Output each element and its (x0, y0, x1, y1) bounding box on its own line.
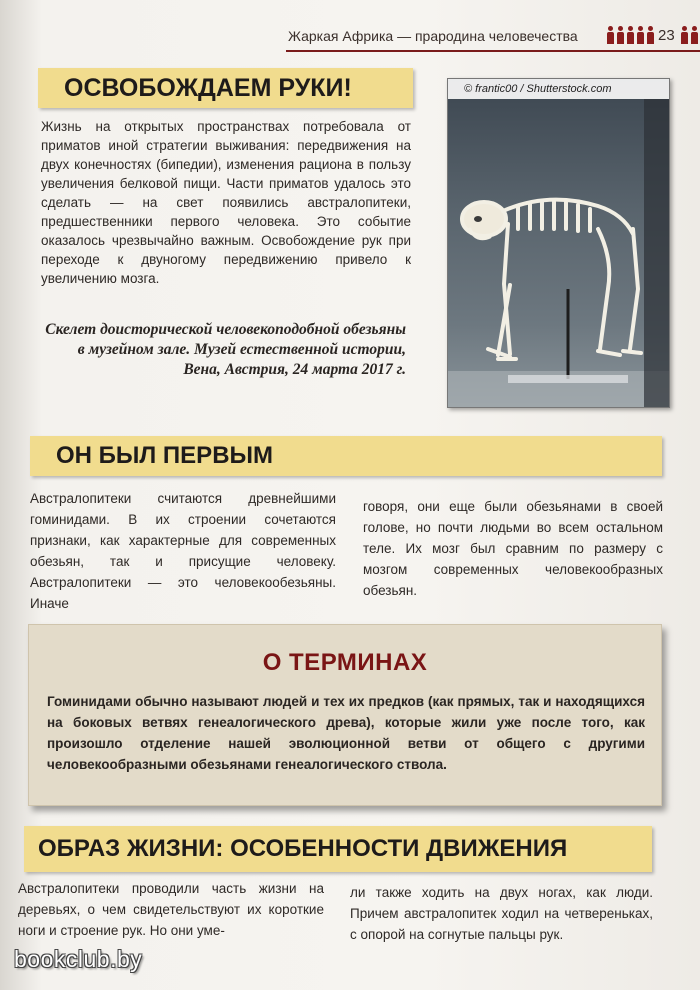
section-heading-lifestyle: ОБРАЗ ЖИЗНИ: ОСОБЕННОСТИ ДВИЖЕНИЯ (24, 826, 652, 872)
terms-box (28, 624, 662, 806)
running-header-title: Жаркая Африка — прародина человечества (288, 28, 578, 44)
human-figure-icon (616, 26, 625, 44)
human-figure-icon (636, 26, 645, 44)
section-first-col1: Австралопитеки считаются древнейшими гоминидами. В их строении сочетаются признаки, как характерные для современных обезьян, так и присущие человеку. Австралопитеки — это человекообезьяны. Иначе (30, 491, 336, 611)
section-first-col2: говоря, они еще были обезьянами в своей голове, но почти людьми во всем остальном теле. Их мозг был сравним по размеру с мозгом современных человекообразных обезьян. (363, 499, 663, 598)
photo-credit: © frantic00 / Shutterstock.com (448, 79, 669, 99)
human-figures-left (606, 26, 655, 44)
human-figures-right (680, 26, 699, 44)
running-header (270, 22, 700, 54)
section-heading-first: ОН БЫЛ ПЕРВЫМ (30, 436, 662, 476)
photo-caption: Скелет доисторической человекоподобной обезьяны в музейном зале. Музей естественной истории, Вена, Австрия, 24 марта 2017 г. (45, 321, 406, 378)
skeleton-illustration (448, 79, 669, 407)
terms-heading: О ТЕРМИНАХ (262, 649, 428, 676)
section-lifestyle-col2: ли также ходить на двух ногах, как люди. Причем австралопитек ходил на четвереньках, с опорой на согнутые пальцы рук. (350, 885, 653, 942)
page-number: 23 (658, 27, 675, 44)
human-figure-icon (626, 26, 635, 44)
human-figure-icon (680, 26, 689, 44)
skeleton-photo (447, 78, 670, 408)
header-rule (286, 50, 700, 52)
terms-text: Гоминидами обычно называют людей и тех их предков (как прямых, так и находящихся на боковых ветвях генеалогического древа), которые жили уже после того, как произошло отделение нашей эволюционной ветви от общего с другими человекообразными обезьянами генеалогического ствола. (47, 694, 645, 772)
human-figure-icon (606, 26, 615, 44)
watermark: bookclub.by (14, 946, 143, 972)
section-lifestyle-col1: Австралопитеки проводили часть жизни на деревьях, о чем свидетельствуют их короткие ноги и строение рук. Но они уме- (18, 881, 324, 938)
section-heading-free-hands: ОСВОБОЖДАЕМ РУКИ! (38, 68, 413, 108)
human-figure-icon (690, 26, 699, 44)
human-figure-icon (646, 26, 655, 44)
section-text-free-hands: Жизнь на открытых пространствах потребовала от приматов иной стратегии выживания: передвижения на двух конечностях (бипедии), изменения рациона в пользу увеличения белковой пищи. Части приматов удалось это сделать — на свет появились австралопитеки, предшественники первого человека. Это событие оказалось чрезвычайно важным. Освобождение рук при переходе к двуногому передвижению привело к увеличению мозга. (41, 119, 411, 286)
